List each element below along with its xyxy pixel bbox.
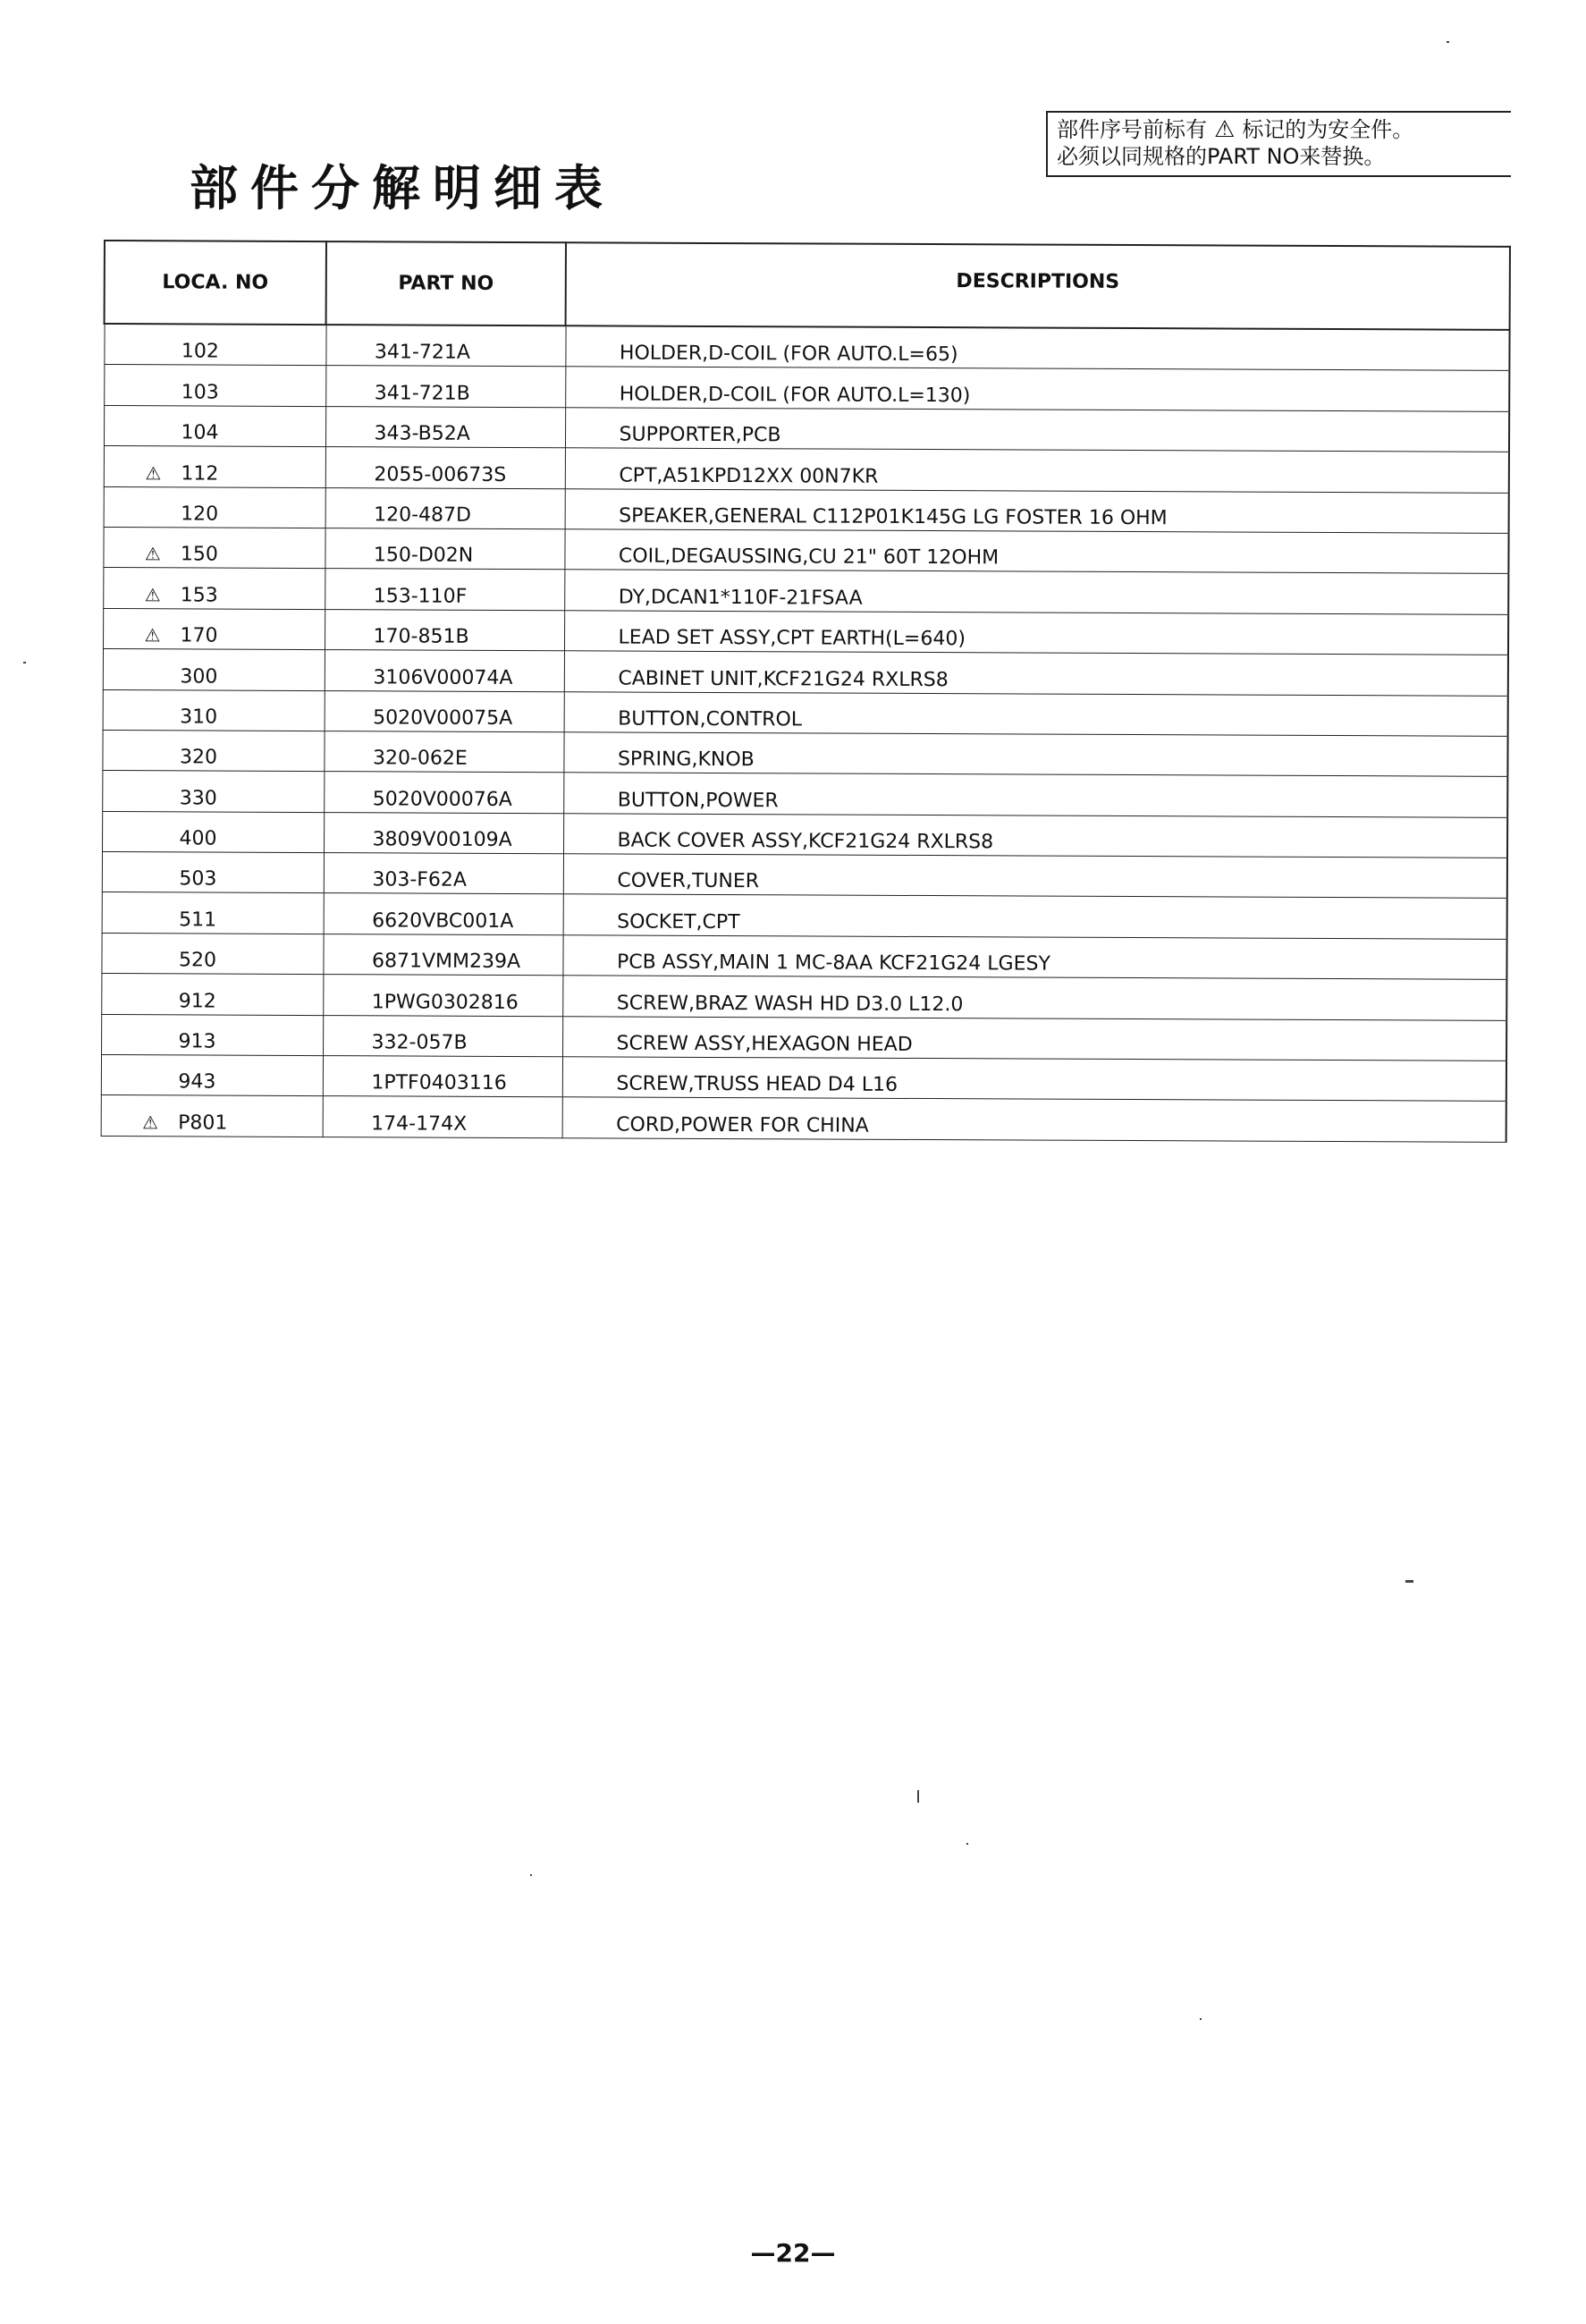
loca-no-cell: [103, 649, 325, 690]
loca-no-cell: [102, 771, 324, 812]
description-cell: DY,DCAN1*110F-21FSAA: [564, 570, 1508, 614]
loca-no-cell: [101, 1095, 323, 1137]
loca-no-cell: [104, 446, 325, 487]
table-row: [104, 365, 1509, 411]
safety-note-prefix: 部件序号前标有: [1057, 117, 1207, 142]
loca-no-value: 300: [180, 664, 218, 689]
part-no-cell: 341-721B: [325, 366, 565, 408]
page-title: 部件分解明细表: [190, 159, 615, 216]
warning-triangle-icon: ⚠: [144, 624, 161, 646]
table-row: [102, 771, 1507, 817]
part-no-cell: 1PTF0403116: [323, 1056, 562, 1098]
loca-no-value: 112: [181, 461, 219, 486]
loca-no-cell: [102, 811, 324, 852]
loca-no-value: 330: [179, 787, 217, 810]
table-row: [101, 933, 1506, 979]
loca-no-cell: [104, 365, 325, 406]
scan-speck: [1200, 2018, 1202, 2020]
table-row: [103, 527, 1508, 573]
loca-no-value: 912: [178, 990, 216, 1013]
part-no-cell: 3809V00109A: [324, 812, 563, 854]
table-row: [102, 811, 1507, 858]
table-row: [101, 1055, 1506, 1102]
safety-note-line-2: 必须以同规格的PART NO来替换。: [1057, 144, 1386, 169]
description-cell: BUTTON,POWER: [563, 773, 1507, 817]
scan-speck: [530, 1874, 532, 1876]
description-cell: BACK COVER ASSY,KCF21G24 RXLRS8: [563, 813, 1507, 858]
description-cell: SCREW,BRAZ WASH HD D3.0 L12.0: [562, 976, 1506, 1020]
loca-no-cell: [103, 527, 325, 568]
safety-note-suffix: 标记的为安全件。: [1242, 117, 1414, 142]
part-no-cell: 120-487D: [325, 487, 565, 529]
description-cell: BUTTON,CONTROL: [564, 691, 1508, 736]
description-cell: SPEAKER,GENERAL C112P01K145G LG FOSTER 16 OHM: [565, 488, 1509, 533]
safety-note: [1046, 111, 1511, 177]
part-no-cell: 5020V00076A: [324, 772, 563, 814]
warning-triangle-icon: ⚠: [145, 461, 162, 484]
description-cell: SPRING,KNOB: [563, 732, 1507, 777]
description-cell: CPT,A51KPD12XX 00N7KR: [565, 448, 1509, 493]
loca-no-cell: [101, 933, 323, 974]
table-header-row: [105, 241, 1510, 330]
loca-no-cell: [101, 1014, 323, 1055]
header-descriptions: DESCRIPTIONS: [566, 242, 1510, 330]
loca-no-value: 943: [178, 1070, 216, 1094]
description-cell: COVER,TUNER: [563, 854, 1507, 899]
page-number: —22—: [750, 2238, 836, 2268]
scan-speck: [1405, 1580, 1413, 1583]
part-no-cell: 2055-00673S: [325, 447, 565, 489]
table-row: [103, 608, 1508, 655]
table-row: [102, 892, 1507, 939]
scan-speck: [917, 1790, 919, 1803]
loca-no-cell: [104, 405, 325, 446]
warning-triangle-icon: ⚠: [1214, 116, 1236, 143]
part-no-cell: 341-721A: [325, 325, 565, 367]
description-cell: SUPPORTER,PCB: [565, 408, 1509, 452]
loca-no-value: 400: [179, 827, 217, 850]
header-loca-no: LOCA. NO: [105, 241, 326, 325]
table-row: [101, 1014, 1506, 1061]
description-cell: HOLDER,D-COIL (FOR AUTO.L=130): [565, 367, 1509, 411]
description-cell: SOCKET,CPT: [563, 894, 1507, 939]
loca-no-value: 103: [181, 381, 219, 404]
table-row: [101, 974, 1506, 1020]
loca-no-value: 102: [181, 340, 220, 363]
loca-no-value: P801: [178, 1111, 228, 1135]
scan-speck: [1447, 41, 1449, 43]
loca-no-value: 503: [179, 867, 217, 892]
table-row: [104, 405, 1509, 452]
table-row: [103, 568, 1508, 614]
description-cell: HOLDER,D-COIL (FOR AUTO.L=65): [565, 325, 1509, 370]
loca-no-cell: [104, 486, 325, 528]
loca-no-value: 120: [181, 503, 219, 526]
part-no-cell: 6620VBC001A: [324, 893, 563, 935]
table-row: [101, 1095, 1506, 1142]
table-row: [102, 730, 1507, 776]
loca-no-cell: [104, 324, 325, 366]
part-no-cell: 6871VMM239A: [323, 934, 562, 976]
part-no-cell: 3106V00074A: [325, 650, 564, 692]
description-cell: CABINET UNIT,KCF21G24 RXLRS8: [564, 651, 1508, 696]
table-row: [103, 649, 1508, 696]
description-cell: LEAD SET ASSY,CPT EARTH(L=640): [564, 610, 1508, 655]
description-cell: SCREW ASSY,HEXAGON HEAD: [562, 1016, 1506, 1061]
part-no-cell: 5020V00075A: [325, 690, 564, 732]
part-no-cell: 303-F62A: [324, 853, 563, 895]
loca-no-cell: [103, 689, 325, 731]
scan-speck: [966, 1843, 968, 1845]
table-row: [104, 446, 1509, 493]
description-cell: PCB ASSY,MAIN 1 MC-8AA KCF21G24 LGESY: [562, 935, 1506, 980]
loca-no-value: 310: [180, 706, 218, 729]
table-row: [104, 486, 1509, 533]
table-row: [103, 689, 1508, 736]
loca-no-value: 150: [180, 543, 219, 566]
loca-no-value: 913: [178, 1030, 216, 1053]
loca-no-value: 520: [178, 949, 217, 972]
description-cell: CORD,POWER FOR CHINA: [562, 1097, 1506, 1142]
warning-triangle-icon: ⚠: [142, 1111, 159, 1134]
loca-no-cell: [102, 892, 324, 934]
part-no-cell: 1PWG0302816: [323, 975, 562, 1017]
part-no-cell: 153-110F: [325, 569, 564, 611]
table-row: [104, 324, 1509, 371]
loca-no-cell: [102, 852, 324, 893]
loca-no-value: 170: [180, 624, 218, 647]
loca-no-cell: [102, 730, 324, 771]
part-no-cell: 343-B52A: [325, 406, 565, 448]
loca-no-value: 153: [180, 584, 218, 607]
warning-triangle-icon: ⚠: [144, 543, 161, 565]
header-part-no: PART NO: [326, 241, 566, 325]
warning-triangle-icon: ⚠: [144, 583, 161, 606]
loca-no-cell: [103, 608, 325, 649]
table-row: [102, 852, 1507, 899]
loca-no-value: 320: [179, 746, 218, 769]
part-no-cell: 332-057B: [323, 1015, 562, 1057]
parts-table: [100, 240, 1511, 1143]
loca-no-value: 104: [181, 421, 219, 444]
loca-no-cell: [103, 568, 325, 609]
loca-no-cell: [101, 974, 323, 1015]
part-no-cell: 150-D02N: [325, 528, 564, 570]
loca-no-cell: [101, 1055, 323, 1096]
description-cell: SCREW,TRUSS HEAD D4 L16: [562, 1057, 1506, 1102]
scan-speck: [23, 662, 26, 663]
part-no-cell: 320-062E: [324, 731, 563, 773]
part-no-cell: 170-851B: [325, 609, 564, 651]
loca-no-value: 511: [179, 908, 217, 932]
parts-table-body: [101, 324, 1510, 1142]
safety-note-line-1: [1057, 116, 1504, 143]
part-no-cell: 174-174X: [323, 1096, 562, 1138]
description-cell: COIL,DEGAUSSING,CU 21" 60T 12OHM: [564, 529, 1508, 574]
